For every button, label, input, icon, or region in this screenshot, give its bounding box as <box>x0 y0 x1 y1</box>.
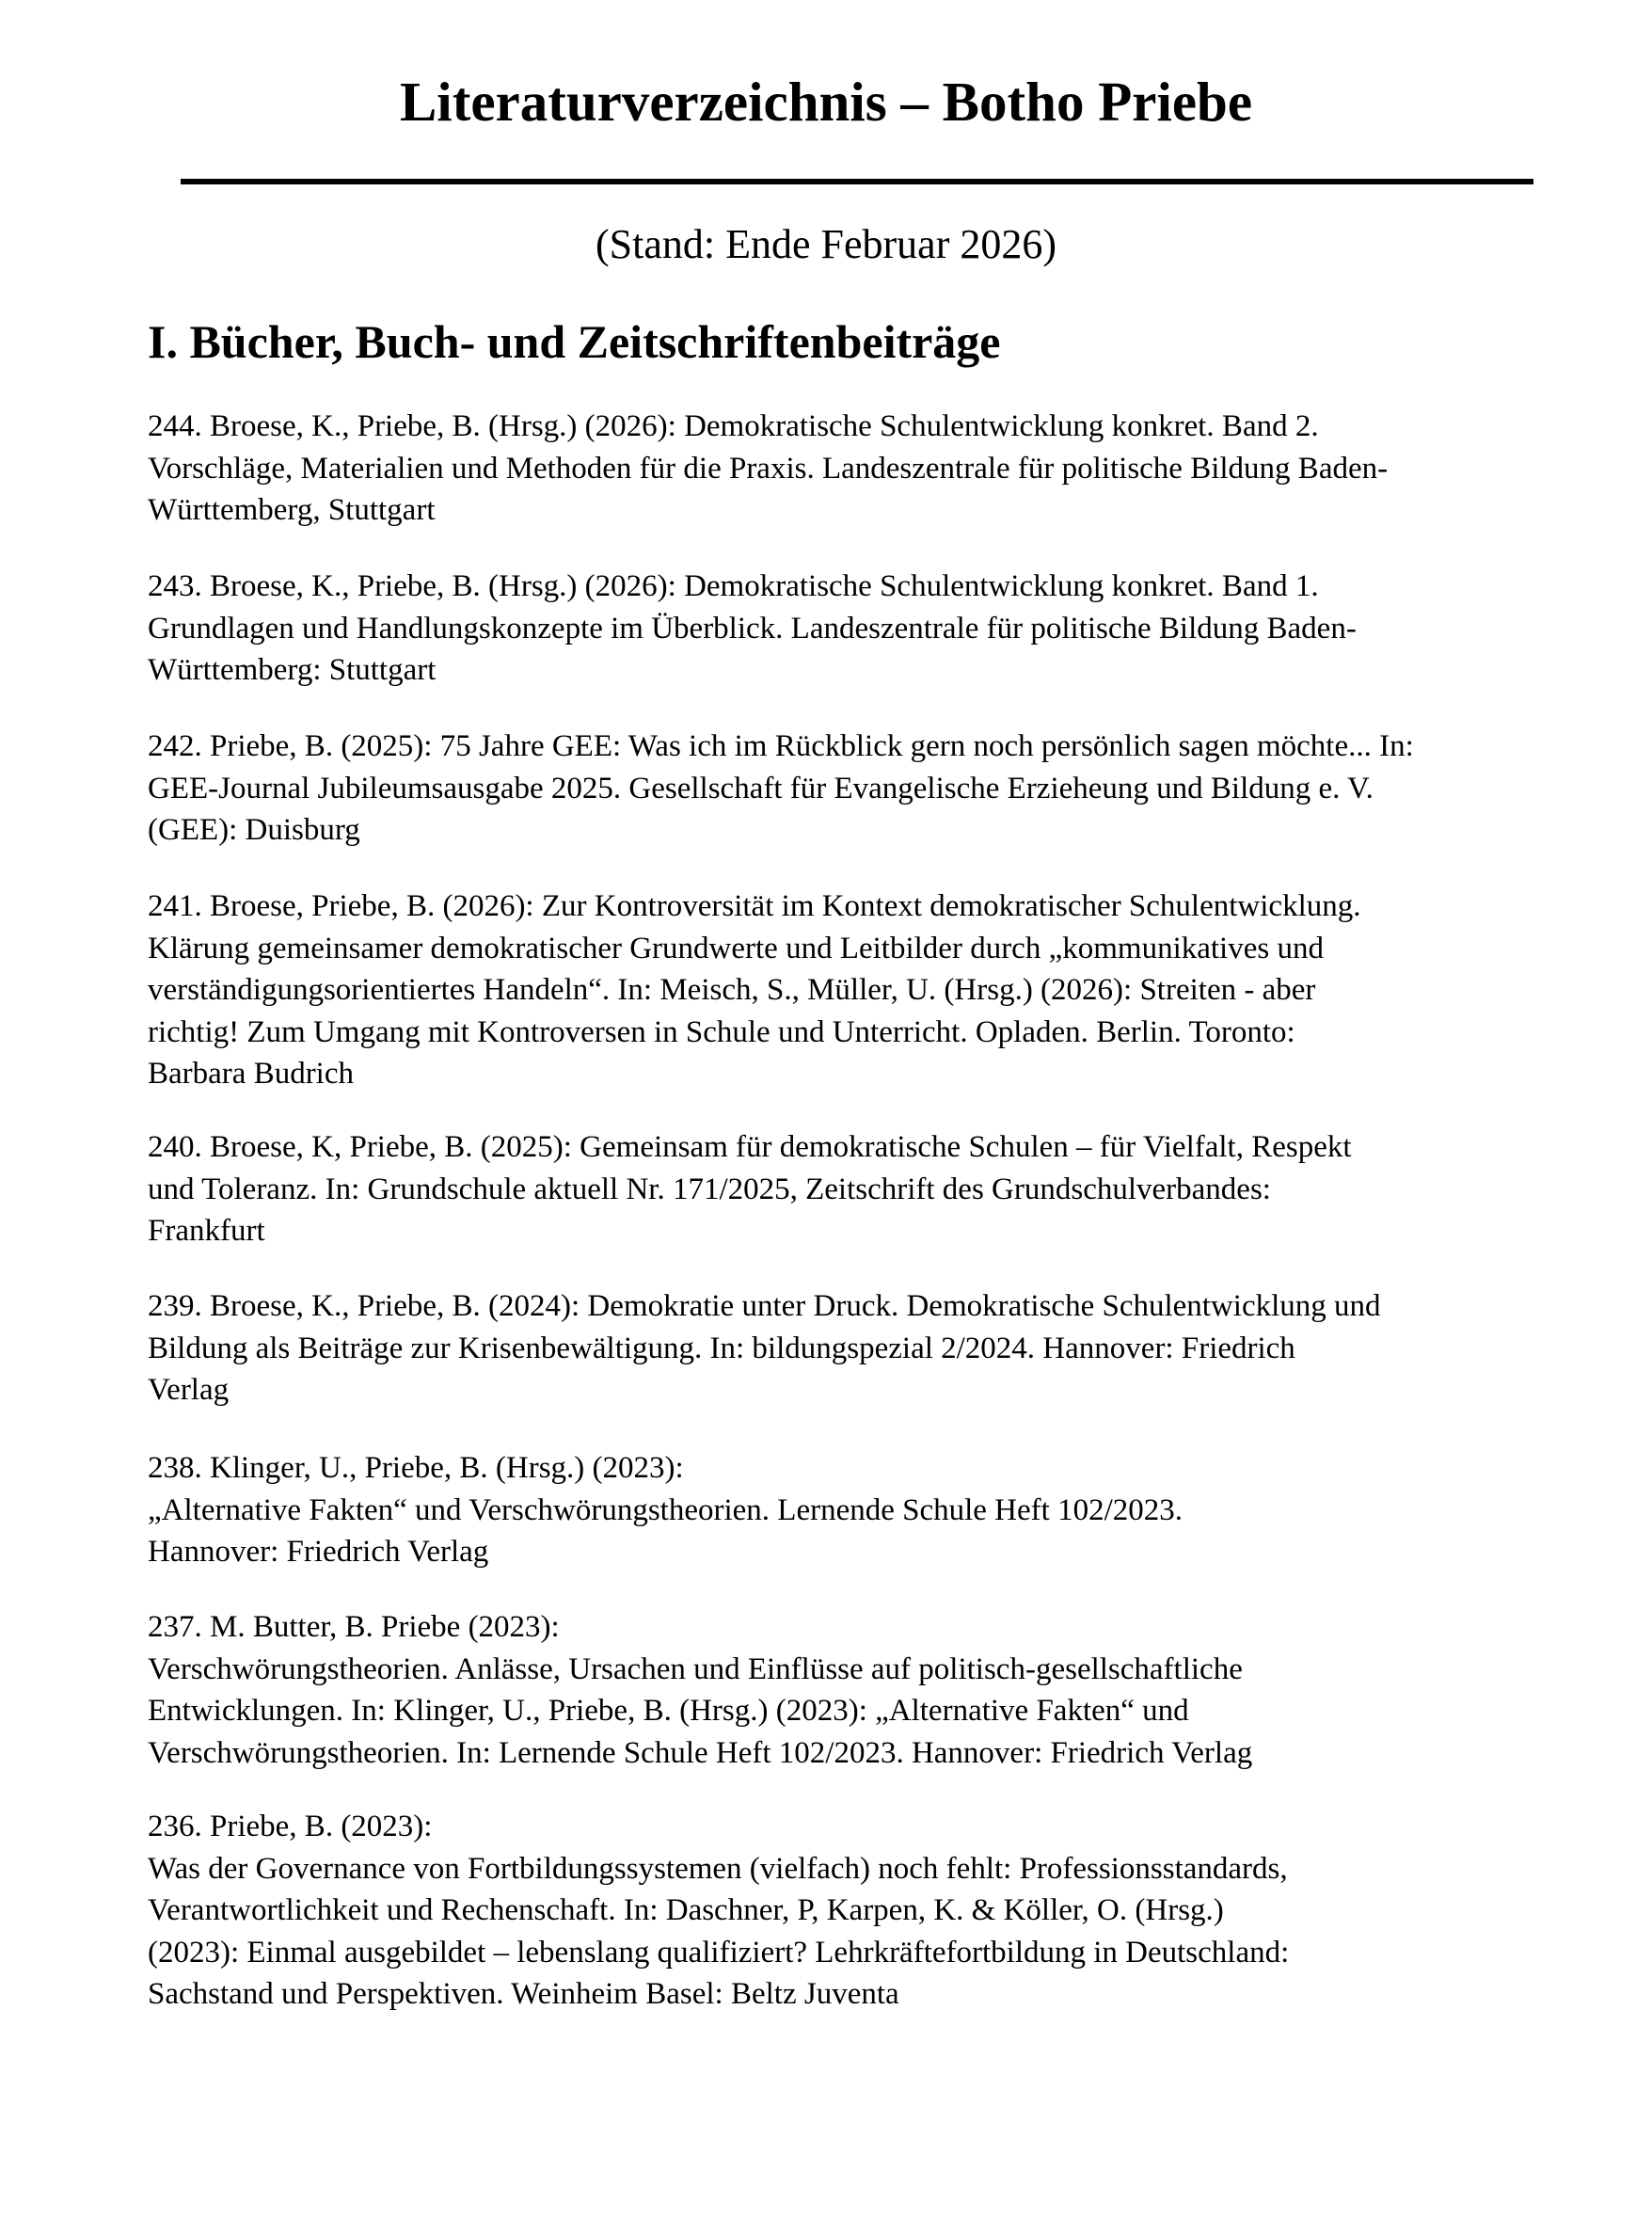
entry-line: Was der Governance von Fortbildungssystemen (vielfach) noch fehlt: Professionsstandards, <box>148 1851 1288 1886</box>
entry-line: Württemberg: Stuttgart <box>148 653 437 687</box>
entry-line: verständigungsorientiertes Handeln“. In: Meisch, S., Müller, U. (Hrsg.) (2026): Streiten - aber <box>148 973 1316 1007</box>
entry-line: 242. Priebe, B. (2025): 75 Jahre GEE: Was ich im Rückblick gern noch persönlich sagen möchte... In: <box>148 729 1414 763</box>
page-title: Literaturverzeichnis – Botho Priebe <box>399 71 1253 133</box>
entry-line: Sachstand und Perspektiven. Weinheim Basel: Beltz Juventa <box>148 1977 899 2011</box>
bibliography-entry-242 <box>148 726 1540 852</box>
entry-line: 238. Klinger, U., Priebe, B. (Hrsg.) (2023): <box>148 1451 684 1485</box>
bibliography-entry-239 <box>148 1285 1540 1412</box>
entry-line: und Toleranz. In: Grundschule aktuell Nr. 171/2025, Zeitschrift des Grundschulverbandes: <box>148 1172 1271 1206</box>
entry-line: Verschwörungstheorien. In: Lernende Schule Heft 102/2023. Hannover: Friedrich Verlag <box>148 1735 1253 1770</box>
entry-line: richtig! Zum Umgang mit Kontroversen in Schule und Unterricht. Opladen. Berlin. Toronto: <box>148 1014 1295 1049</box>
entry-line: 237. M. Butter, B. Priebe (2023): <box>148 1610 560 1644</box>
entry-line: 241. Broese, Priebe, B. (2026): Zur Kontroversität im Kontext demokratischer Schulentwicklung. <box>148 889 1361 923</box>
title-divider <box>181 179 1533 184</box>
entry-line: 239. Broese, K., Priebe, B. (2024): Demokratie unter Druck. Demokratische Schulentwicklung und <box>148 1289 1381 1323</box>
bibliography-entry-241 <box>148 885 1540 1095</box>
entry-line: Vorschläge, Materialien und Methoden für die Praxis. Landeszentrale für politische Bildung Baden- <box>148 451 1389 486</box>
entry-line: 244. Broese, K., Priebe, B. (Hrsg.) (2026): Demokratische Schulentwicklung konkret. Band 2. <box>148 409 1319 443</box>
entry-line: Klärung gemeinsamer demokratischer Grundwerte und Leitbilder durch „kommunikatives und <box>148 931 1324 965</box>
entry-line: Verlag <box>148 1373 230 1407</box>
entry-line: Hannover: Friedrich Verlag <box>148 1535 489 1569</box>
entry-line: Entwicklungen. In: Klinger, U., Priebe, B. (Hrsg.) (2023): „Alternative Fakten“ und <box>148 1694 1189 1728</box>
entry-line: (2023): Einmal ausgebildet – lebenslang qualifiziert? Lehrkräftefortbildung in Deutschland: <box>148 1935 1290 1970</box>
entry-line: (GEE): Duisburg <box>148 813 360 847</box>
bibliography-entry-236 <box>148 1806 1540 2016</box>
entry-line: GEE-Journal Jubileumsausgabe 2025. Gesellschaft für Evangelische Erzieheung und Bildung e. V. <box>148 771 1374 805</box>
entry-line: Württemberg, Stuttgart <box>148 493 436 527</box>
entry-line: 243. Broese, K., Priebe, B. (Hrsg.) (2026): Demokratische Schulentwicklung konkret. Band 1. <box>148 569 1319 603</box>
entry-line: 240. Broese, K, Priebe, B. (2025): Gemeinsam für demokratische Schulen – für Vielfalt, Respekt <box>148 1130 1352 1164</box>
entry-line: Grundlagen und Handlungskonzepte im Überblick. Landeszentrale für politische Bildung Baden- <box>148 611 1357 646</box>
entry-line: Verschwörungstheorien. Anlässe, Ursachen und Einflüsse auf politisch-gesellschaftliche <box>148 1651 1243 1686</box>
entry-line: 236. Priebe, B. (2023): <box>148 1810 433 1843</box>
page-subtitle: (Stand: Ende Februar 2026) <box>596 221 1056 267</box>
entry-line: „Alternative Fakten“ und Verschwörungstheorien. Lernende Schule Heft 102/2023. <box>148 1492 1183 1527</box>
entry-line: Frankfurt <box>148 1214 265 1248</box>
section-heading: I. Bücher, Buch- und Zeitschriftenbeiträge <box>148 315 1001 368</box>
entry-line: Bildung als Beiträge zur Krisenbewältigung. In: bildungspezial 2/2024. Hannover: Friedrich <box>148 1331 1295 1365</box>
bibliography-entry-237 <box>148 1606 1540 1774</box>
bibliography-entry-244 <box>148 406 1540 532</box>
entry-line: Barbara Budrich <box>148 1057 354 1091</box>
bibliography-entry-240 <box>148 1126 1540 1252</box>
bibliography-entry-238 <box>148 1447 1540 1573</box>
entry-line: Verantwortlichkeit und Rechenschaft. In: Daschner, P, Karpen, K. & Köller, O. (Hrsg.) <box>148 1893 1224 1927</box>
bibliography-entry-243 <box>148 566 1540 692</box>
